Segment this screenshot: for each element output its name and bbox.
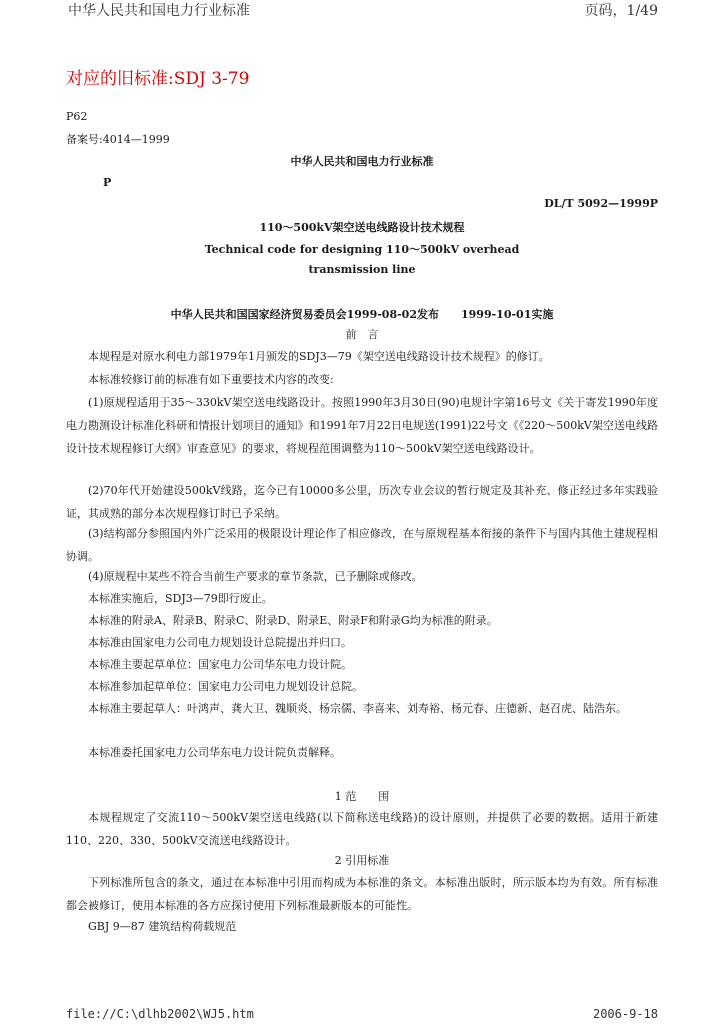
preface-para-6: (4)原规程中某些不符合当前生产要求的章节条款，已予删除或修改。 [88, 570, 423, 583]
preface-para-12: 本标准主要起草人：叶鸿声、龚大卫、魏顺炎、杨宗儒、李喜来、刘寿裕、杨元春、庄德新、赵召虎、陆浩东。 [88, 702, 627, 715]
preface-para-13: 本标准委托国家电力公司华东电力设计院负责解释。 [88, 746, 341, 759]
preface-para-5: (3)结构部分参照国内外广泛采用的极限设计理论作了相应修改，在与原规程基本衔接的条件下与国内其他土建规程相协调。 [66, 527, 658, 563]
preface-para-2: 本标准较修订前的标准有如下重要技术内容的改变: [88, 373, 334, 386]
page-number: 页码，1/49 [584, 3, 658, 19]
preface-para-8: 本标准的附录A、附录B、附录C、附录D、附录E、附录F和附录G均为标准的附录。 [88, 614, 498, 627]
preface-para-9: 本标准由国家电力公司电力规划设计总院提出并归口。 [88, 636, 352, 649]
page-code: P62 [66, 110, 88, 123]
section-2-heading: 2 引用标准 [334, 854, 390, 867]
preface-para-1: 本规程是对原水利电力部1979年1月颁发的SDJ3—79《架空送电线路设计技术规程》的修订。 [88, 350, 550, 363]
record-number: 备案号:4014—1999 [66, 133, 170, 146]
title-english-line2: transmission line [308, 263, 416, 276]
referenced-standard: GBJ 9—87 建筑结构荷载规范 [88, 920, 237, 933]
header-title: 中华人民共和国电力行业标准 [68, 3, 250, 19]
preface-heading: 前 言 [345, 328, 379, 341]
preface-para-3: (1)原规程适用于35～330kV架空送电线路设计。按照1990年3月30日(90)电规计字第16号文《关于寄发1990年度电力勘测设计标准化科研和情报计划项目的通知》和1991年7月22日电规送(1991)22号文《《220～500kV架空送电线路设计技术规程修订大纲》审查意见》的要求，将规程范围调整为110～500kV架空送电线路设计。 [66, 396, 658, 455]
standard-number: DL/T 5092—1999P [544, 197, 658, 210]
classification-mark: P [103, 176, 112, 189]
publish-line: 中华人民共和国国家经济贸易委员会1999-08-02发布 1999-10-01实施 [170, 308, 554, 321]
issuer-title: 中华人民共和国电力行业标准 [290, 155, 434, 168]
preface-para-11: 本标准参加起草单位：国家电力公司电力规划设计总院。 [88, 680, 363, 693]
preface-para-4: (2)70年代开始建设500kV线路，迄今已有10000多公里，历次专业会议的暂行规定及其补充、修正经过多年实践验证，其成熟的部分本次规程修订时已予采纳。 [66, 484, 658, 520]
preface-para-7: 本标准实施后，SDJ3—79即行废止。 [88, 592, 273, 605]
preface-para-10: 本标准主要起草单位：国家电力公司华东电力设计院。 [88, 658, 352, 671]
section-1-heading: 1 范 围 [334, 790, 390, 803]
footer-file-path: file://C:\dlhb2002\WJ5.htm [66, 1007, 254, 1021]
title-english-line1: Technical code for designing 110～500kV overhead [204, 243, 520, 256]
section-2-text: 下列标准所包含的条文，通过在本标准中引用而构成为本标准的条文。本标准出版时，所示版本均为有效。所有标准都会被修订，使用本标准的各方应探讨使用下列标准最新版本的可能性。 [66, 876, 658, 912]
title-chinese: 110～500kV架空送电线路设计技术规程 [259, 221, 465, 234]
footer-date: 2006-9-18 [592, 1007, 658, 1021]
old-standard-note: 对应的旧标准:SDJ 3-79 [66, 69, 250, 89]
section-1-text: 本规程规定了交流110～500kV架空送电线路(以下简称送电线路)的设计原则，并提供了必要的数据。适用于新建110、220、330、500kV交流送电线路设计。 [66, 811, 658, 847]
